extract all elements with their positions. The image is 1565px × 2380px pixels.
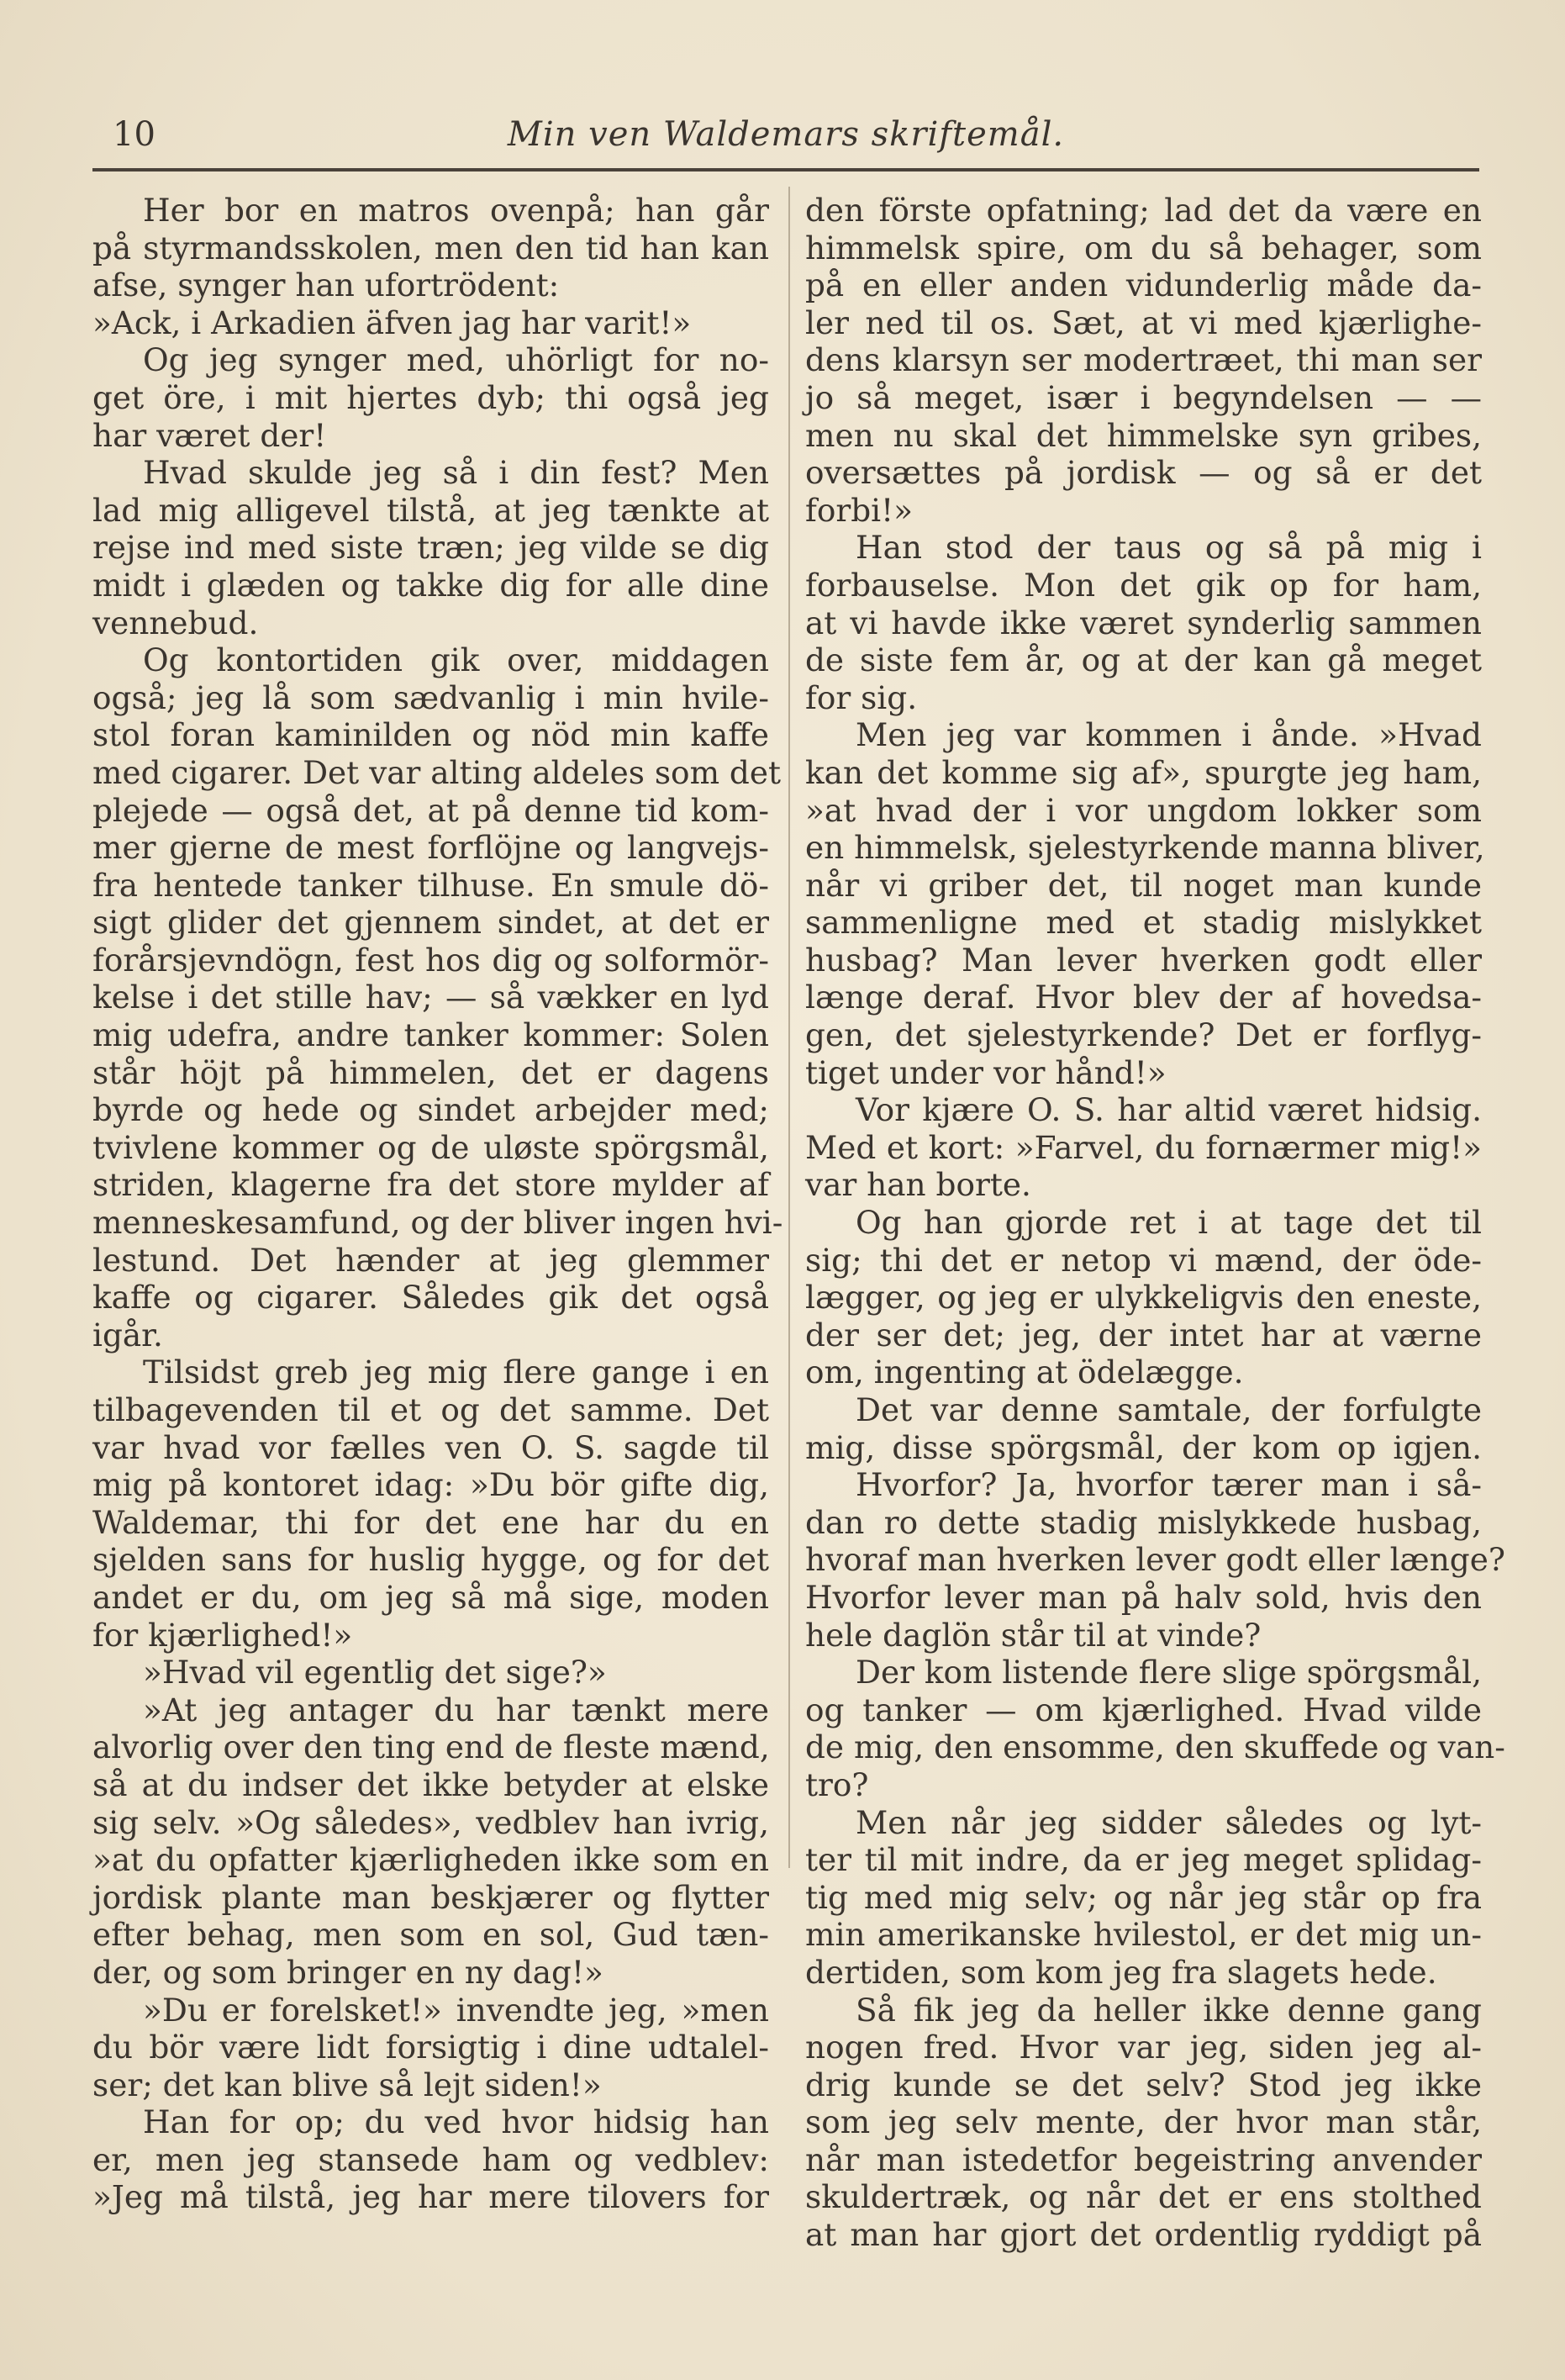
text-line: kelse i det stille hav; — så vækker en lyd <box>92 979 769 1016</box>
text-line: jordisk plante man beskjærer og flytter <box>92 1878 769 1916</box>
text-line: du bör være lidt forsigtig i dine udtalel- <box>92 2029 769 2066</box>
text-line: byrde og hede og sindet arbejder med; <box>92 1091 769 1129</box>
text-line: igår. <box>92 1316 163 1354</box>
text-line: mig udefra, andre tanker kommer: Solen <box>92 1016 769 1054</box>
text-line: vennebud. <box>92 604 259 641</box>
text-line: ler ned til os. Sæt, at vi med kjærlighe- <box>805 303 1482 341</box>
text-line: Hvad skulde jeg så i din fest? Men <box>143 454 769 492</box>
text-line: »Jeg må tilstå, jeg har mere tilovers for <box>92 2178 769 2216</box>
text-line: skuldertræk, og når det er ens stolthed <box>805 2178 1482 2216</box>
text-line: Med et kort: »Farvel, du fornærmer mig!» <box>805 1128 1482 1166</box>
text-line: om, ingenting at ödelægge. <box>805 1354 1244 1391</box>
text-line: med cigarer. Det var alting aldeles som det <box>92 753 781 791</box>
text-line: mig, disse spörgsmål, der kom op igjen. <box>805 1428 1482 1466</box>
text-line: ter til mit indre, da er jeg meget splidag- <box>805 1841 1482 1879</box>
text-line: står höjt på himmelen, det er dagens <box>92 1053 769 1091</box>
text-line: »Du er forelsket!» invendte jeg, »men <box>143 1991 769 2029</box>
text-line: så at du indser det ikke betyder at elske <box>92 1765 769 1803</box>
text-line: tvivlene kommer og de uløste spörgsmål, <box>92 1128 769 1166</box>
text-line: midt i glæden og takke dig for alle dine <box>92 566 769 604</box>
text-line: sigt glider det gjennem sindet, at det er <box>92 904 769 942</box>
header-rule <box>92 168 1479 172</box>
text-line: Vor kjære O. S. har altid været hidsig. <box>856 1091 1482 1129</box>
text-line: »At jeg antager du har tænkt mere <box>143 1691 769 1728</box>
text-line: oversættes på jordisk — og så er det <box>805 454 1482 492</box>
text-line: alvorlig over den ting end de fleste mænd, <box>92 1728 770 1766</box>
text-line: lægger, og jeg er ulykkeligvis den eneste, <box>805 1279 1482 1317</box>
text-line: Tilsidst greb jeg mig flere gange i en <box>143 1354 769 1391</box>
text-line: lestund. Det hænder at jeg glemmer <box>92 1241 769 1279</box>
text-line: Og han gjorde ret i at tage det til <box>856 1204 1482 1242</box>
text-line: dan ro dette stadig mislykkede husbag, <box>805 1503 1482 1541</box>
text-line: striden, klagerne fra det store mylder af <box>92 1166 769 1204</box>
text-line: »Ack, i Arkadien äfven jag har varit!» <box>92 303 692 341</box>
text-line: Og jeg synger med, uhörligt for no- <box>143 341 769 379</box>
text-line: Og kontortiden gik over, middagen <box>143 641 769 679</box>
text-line: tro? <box>805 1765 869 1803</box>
running-title: Min ven Waldemars skriftemål. <box>507 115 1065 154</box>
text-line: nogen fred. Hvor var jeg, siden jeg al- <box>805 2029 1482 2066</box>
text-line: jo så meget, især i begyndelsen — — <box>805 378 1482 416</box>
text-line: som jeg selv mente, der hvor man står, <box>805 2103 1482 2141</box>
text-line: er, men jeg stansede ham og vedblev: <box>92 2140 769 2178</box>
text-line: en himmelsk, sjelestyrkende manna bliver, <box>805 829 1485 867</box>
text-line: Waldemar, thi for det ene har du en <box>92 1503 769 1541</box>
text-line: Men når jeg sidder således og lyt- <box>856 1803 1482 1841</box>
text-line: hvoraf man hverken lever godt eller længe? <box>805 1541 1505 1579</box>
text-line: gen, det sjelestyrkende? Det er forflyg- <box>805 1016 1482 1054</box>
text-line: også; jeg lå som sædvanlig i min hvile- <box>92 678 769 716</box>
text-line: lad mig alligevel tilstå, at jeg tænkte at <box>92 491 769 529</box>
text-line: de mig, den ensomme, den skuffede og van- <box>805 1728 1505 1766</box>
text-line: plejede — også det, at på denne tid kom- <box>92 791 769 829</box>
text-line: sig selv. »Og således», vedblev han ivrig, <box>92 1803 769 1841</box>
text-line: min amerikanske hvilestol, er det mig un- <box>805 1916 1482 1954</box>
text-line: når vi griber det, til noget man kunde <box>805 866 1482 904</box>
text-line: fra hentede tanker tilhuse. En smule dö- <box>92 866 769 904</box>
column-divider <box>788 187 790 1868</box>
text-line: tiget under vor hånd!» <box>805 1053 1167 1091</box>
text-line: var han borte. <box>805 1166 1031 1204</box>
text-line: kaffe og cigarer. Således gik det også <box>92 1279 769 1317</box>
text-line: andet er du, om jeg så må sige, moden <box>92 1578 769 1616</box>
text-line: der ser det; jeg, der intet har at værne <box>805 1316 1482 1354</box>
running-head <box>92 108 1479 166</box>
text-line: »Hvad vil egentlig det sige?» <box>143 1654 607 1691</box>
text-line: Han stod der taus og så på mig i <box>856 529 1482 567</box>
text-line: hele daglön står til at vinde? <box>805 1616 1262 1654</box>
text-line: har været der! <box>92 416 327 454</box>
text-line: stol foran kaminilden og nöd min kaffe <box>92 716 769 754</box>
text-line: den förste opfatning; lad det da være en <box>805 192 1482 229</box>
text-line: »at du opfatter kjærligheden ikke som en <box>92 1841 769 1879</box>
left-text-column <box>92 192 783 2216</box>
text-line: forårsjevndögn, fest hos dig og solformör- <box>92 941 769 979</box>
text-line: husbag? Man lever hverken godt eller <box>805 941 1482 979</box>
text-line: sammenligne med et stadig mislykket <box>805 904 1482 942</box>
text-line: Så fik jeg da heller ikke denne gang <box>856 1991 1482 2029</box>
text-line: forbi!» <box>805 491 914 529</box>
text-line: sjelden sans for huslig hygge, og for det <box>92 1541 769 1579</box>
text-line: menneskesamfund, og der bliver ingen hvi- <box>92 1204 783 1242</box>
text-line: forbauselse. Mon det gik op for ham, <box>805 566 1482 604</box>
text-line: på en eller anden vidunderlig måde da- <box>805 266 1482 304</box>
text-line: sig; thi det er netop vi mænd, der öde- <box>805 1241 1482 1279</box>
text-line: kan det komme sig af», spurgte jeg ham, <box>805 753 1482 791</box>
text-line: afse, synger han ufortrödent: <box>92 266 560 304</box>
text-line: efter behag, men som en sol, Gud tæn- <box>92 1916 769 1954</box>
text-line: mig på kontoret idag: »Du bör gifte dig, <box>92 1466 769 1504</box>
text-line: drig kunde se det selv? Stod jeg ikke <box>805 2066 1482 2103</box>
text-line: men nu skal det himmelske syn gribes, <box>805 416 1482 454</box>
text-line: Hvorfor? Ja, hvorfor tærer man i så- <box>856 1466 1482 1504</box>
text-line: tig med mig selv; og når jeg står op fra <box>805 1878 1482 1916</box>
text-line: der, og som bringer en ny dag!» <box>92 1953 603 1991</box>
text-line: at vi havde ikke været synderlig sammen <box>805 604 1482 641</box>
page-number: 10 <box>113 115 155 154</box>
text-line: på styrmandsskolen, men den tid han kan <box>92 229 769 266</box>
text-line: Han for op; du ved hvor hidsig han <box>143 2103 769 2141</box>
text-line: »at hvad der i vor ungdom lokker som <box>805 791 1482 829</box>
right-text-column <box>805 192 1505 2254</box>
text-line: rejse ind med siste træn; jeg vilde se dig <box>92 529 769 567</box>
text-line: for kjærlighed!» <box>92 1616 353 1654</box>
text-line: ser; det kan blive så lejt siden!» <box>92 2066 602 2103</box>
text-line: himmelsk spire, om du så behager, som <box>805 229 1482 266</box>
text-line: mer gjerne de mest forflöjne og langvejs- <box>92 829 769 867</box>
text-line: Der kom listende flere slige spörgsmål, <box>856 1654 1482 1691</box>
text-line: og tanker — om kjærlighed. Hvad vilde <box>805 1691 1482 1728</box>
text-line: tilbagevenden til et og det samme. Det <box>92 1391 769 1428</box>
text-line: de siste fem år, og at der kan gå meget <box>805 641 1482 679</box>
text-line: get öre, i mit hjertes dyb; thi også jeg <box>92 378 769 416</box>
text-line: Det var denne samtale, der forfulgte <box>856 1391 1482 1428</box>
text-line: at man har gjort det ordentlig ryddigt på <box>805 2216 1482 2254</box>
text-line: var hvad vor fælles ven O. S. sagde til <box>92 1428 769 1466</box>
text-line: længe deraf. Hvor blev der af hovedsa- <box>805 979 1482 1016</box>
text-line: dens klarsyn ser modertræet, thi man ser <box>805 341 1482 379</box>
text-line: når man istedetfor begeistring anvender <box>805 2140 1482 2178</box>
text-line: Her bor en matros ovenpå; han går <box>143 192 769 229</box>
text-line: for sig. <box>805 678 918 716</box>
text-line: Men jeg var kommen i ånde. »Hvad <box>856 716 1482 754</box>
text-line: Hvorfor lever man på halv sold, hvis den <box>805 1578 1482 1616</box>
text-line: dertiden, som kom jeg fra slagets hede. <box>805 1953 1437 1991</box>
